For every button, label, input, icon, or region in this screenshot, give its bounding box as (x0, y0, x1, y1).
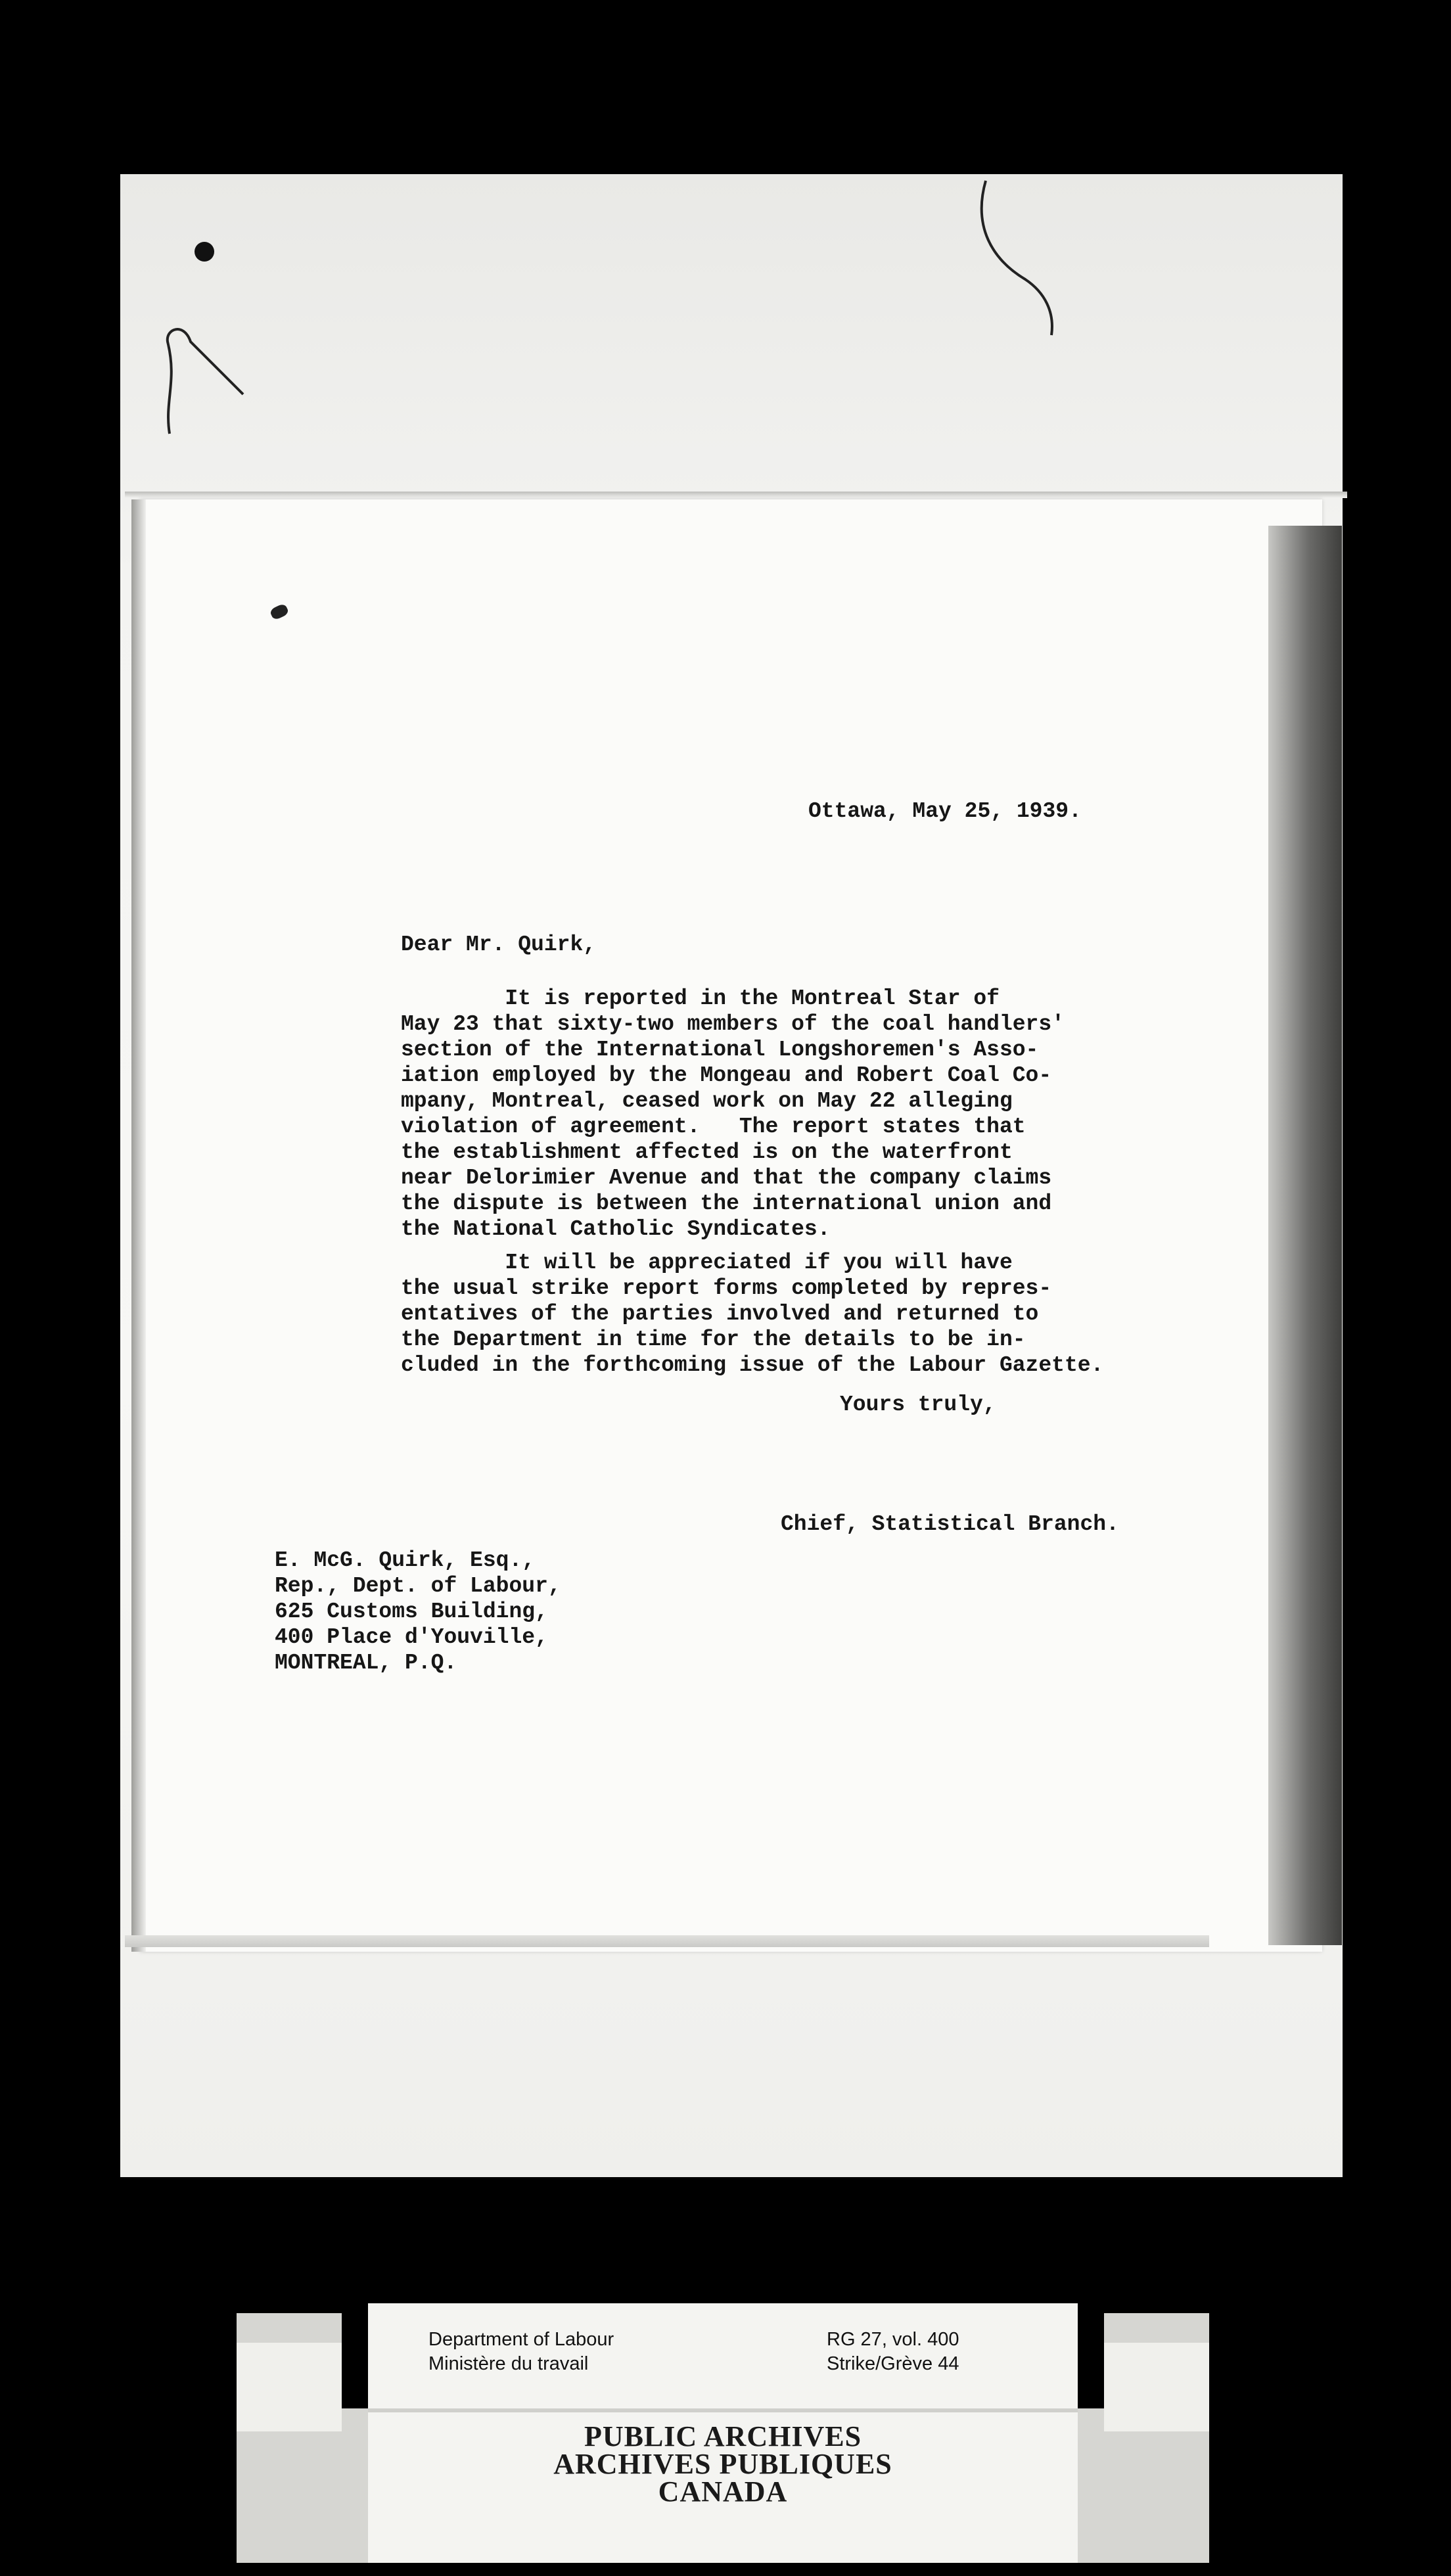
label-divider (368, 2408, 1078, 2412)
text-line: near Delorimier Avenue and that the company claims (401, 1166, 1052, 1190)
signature-title: Chief, Statistical Branch. (781, 1512, 1119, 1536)
text-line: mpany, Montreal, ceased work on May 22 alleging (401, 1089, 1013, 1113)
label-tab (1104, 2343, 1209, 2431)
text-line: entatives of the parties involved and returned to (401, 1302, 1039, 1326)
text-line: iation employed by the Mongeau and Robert Coal Co- (401, 1063, 1052, 1088)
department-fr: Ministère du travail (428, 2353, 589, 2374)
punch-hole (195, 242, 214, 262)
text-line: the establishment affected is on the waterfront (401, 1140, 1013, 1164)
archive-stamp-line-3: CANADA (658, 2475, 788, 2508)
hair-mark (158, 302, 263, 447)
label-notch (1078, 2313, 1104, 2408)
text-line: the dispute is between the international union and (401, 1191, 1052, 1216)
address-line: Rep., Dept. of Labour, (275, 1574, 561, 1598)
text-line: section of the International Longshoremen's Asso- (401, 1038, 1039, 1062)
archive-stamp-line-2: ARCHIVES PUBLIQUES (553, 2448, 892, 2480)
text-line: It is reported in the Montreal Star of (401, 986, 1000, 1011)
text-line: violation of agreement. The report states that (401, 1115, 1026, 1139)
address-line: E. McG. Quirk, Esq., (275, 1548, 536, 1573)
sheet-edge (125, 492, 1347, 498)
address-line: 625 Customs Building, (275, 1599, 548, 1624)
archive-file: Strike/Grève 44 (827, 2353, 959, 2374)
label-notch (342, 2313, 368, 2408)
letter-salutation: Dear Mr. Quirk, (401, 932, 597, 957)
text-line: It will be appreciated if you will have (401, 1251, 1013, 1275)
archive-stamp-line-1: PUBLIC ARCHIVES (584, 2420, 862, 2452)
department-en: Department of Labour (428, 2329, 614, 2350)
label-tab (237, 2343, 342, 2431)
hair-mark (973, 174, 1065, 338)
text-line: the usual strike report forms completed by repres- (401, 1276, 1052, 1300)
text-line: May 23 that sixty-two members of the coal handlers' (401, 1012, 1065, 1036)
sheet-shadow-right (1268, 526, 1342, 1945)
text-line: the Department in time for the details to be in- (401, 1327, 1026, 1352)
text-line: the National Catholic Syndicates. (401, 1217, 831, 1241)
address-line: MONTREAL, P.Q. (275, 1651, 457, 1675)
letter-date: Ottawa, May 25, 1939. (808, 799, 1082, 823)
archive-reference: RG 27, vol. 400 (827, 2329, 959, 2350)
letter-closing: Yours truly, (840, 1392, 996, 1417)
address-line: 400 Place d'Youville, (275, 1625, 548, 1649)
text-line: cluded in the forthcoming issue of the Labour Gazette. (401, 1353, 1104, 1377)
sheet-edge-bottom (125, 1935, 1209, 1947)
sheet-shadow-left (131, 499, 146, 1952)
